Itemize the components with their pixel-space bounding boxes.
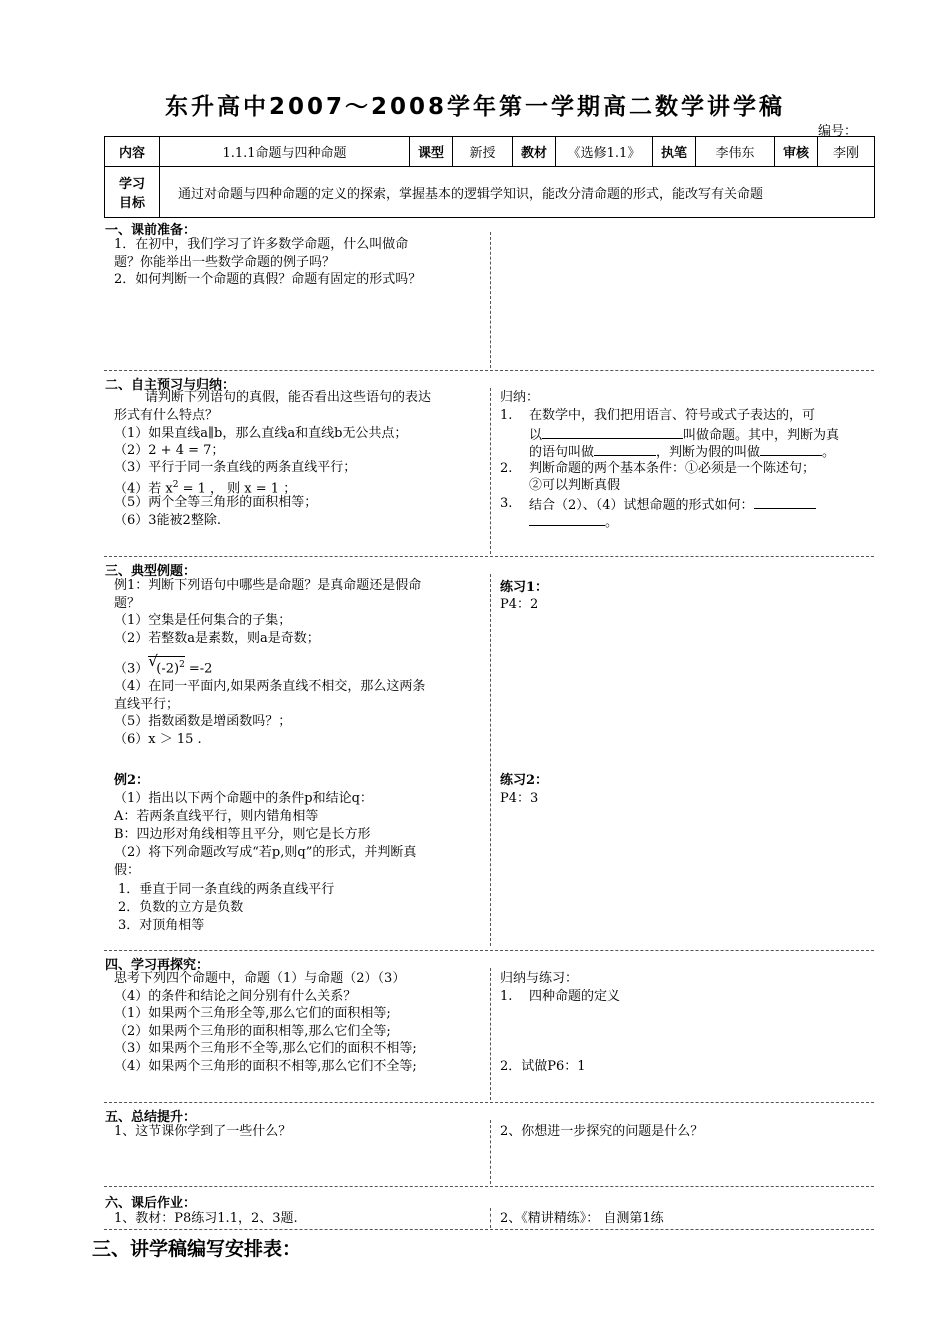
s4-line-3: （1）如果两个三角形全等,那么它们的面积相等; — [114, 1006, 391, 1021]
example-1-line-3: （1）空集是任何集合的子集； — [114, 613, 292, 628]
divider — [104, 556, 874, 557]
example-1-line-9: （6）x ＞ 15 . — [114, 732, 202, 747]
section-5-header: 五、总结提升： — [105, 1110, 197, 1125]
objective-label: 学习 目标 — [105, 167, 160, 218]
s4-summary-1: 四种命题的定义 — [529, 989, 621, 1004]
blank-line — [529, 512, 605, 526]
s2-summary-7: 。 — [529, 512, 618, 531]
example-1-line-6: （4）在同一平面内,如果两条直线不相交，那么这两条 — [114, 679, 426, 694]
divider — [490, 1208, 491, 1228]
example-2-line-2: （1）指出以下两个命题中的条件p和结论q： — [114, 791, 373, 806]
s2-line-2: 形式有什么特点？ — [114, 408, 219, 423]
example-2-line-3: A：若两条直线平行，则内错角相等 — [114, 809, 319, 824]
divider — [490, 1120, 491, 1184]
lesson-type-value: 新授 — [453, 137, 513, 167]
divider — [104, 1229, 874, 1230]
s4-line-4: （2）如果两个三角形的面积相等,那么它们全等; — [114, 1024, 391, 1039]
lesson-type-label: 课型 — [410, 137, 453, 167]
section-6-header: 六、课后作业： — [105, 1196, 197, 1211]
divider — [104, 1186, 874, 1187]
s2-line-4: （2）2 + 4 = 7； — [114, 443, 225, 458]
s4-summary-title: 归纳与练习： — [500, 971, 579, 986]
example-1-line-5: （3） √ $(-2)^2 =-2$ — [114, 652, 213, 677]
author-value: 李伟东 — [696, 137, 775, 167]
s2-line-1: 请判断下列语句的真假，能否看出这些语句的表达 — [145, 390, 432, 405]
s5-left: 1、这节课你学到了一些什么？ — [114, 1124, 292, 1139]
section-3-header: 三、典型例题： — [105, 564, 197, 579]
s2-line-8: （6）3能被2整除. — [114, 513, 221, 528]
s6-right: 2、《精讲精练》： 自测第1练 — [500, 1211, 664, 1226]
example-1-line-7: 直线平行； — [114, 697, 180, 712]
divider — [490, 232, 491, 368]
section-4-header: 四、学习再探究： — [105, 958, 210, 973]
example-2-line-6: 假： — [114, 863, 141, 878]
blank-line — [754, 495, 816, 509]
s2-summary-3: 的语句叫做 ，判断为假的叫做 。 — [529, 442, 835, 461]
content-value: 1.1.1命题与四种命题 — [160, 137, 410, 167]
divider — [104, 950, 874, 951]
practice-2-title: 练习2： — [500, 773, 549, 788]
s6-left: 1、教材：P8练习1.1，2、3题. — [114, 1211, 298, 1226]
s4-line-2: （4）的条件和结论之间分别有什么关系？ — [114, 989, 357, 1004]
s4-summary-2: 2．试做P6：1 — [500, 1059, 586, 1074]
section-1-header: 一、课前准备： — [105, 223, 197, 238]
s2-line-7: （5）两个全等三角形的面积相等； — [114, 495, 318, 510]
s2-summary-title: 归纳： — [500, 390, 540, 405]
s2-line-6: （4）若 $x^2 = 1$ ， 则 x = 1 ； — [114, 480, 297, 497]
example-2-title: 例2： — [114, 773, 150, 788]
example-1-line-8: （5）指数函数是增函数吗？； — [114, 714, 292, 729]
example-2-line-9: 3．对顶角相等 — [118, 918, 205, 933]
s1-line-3: 2．如何判断一个命题的真假？命题有固定的形式吗？ — [114, 272, 422, 287]
example-2-line-5: （2）将下列命题改写成“若p,则q”的形式，并判断真 — [114, 845, 417, 860]
blank-line — [542, 425, 683, 439]
example-2-line-4: B：四边形对角线相等且平分，则它是长方形 — [114, 827, 371, 842]
example-1-line-2: 题？ — [114, 596, 141, 611]
practice-2-text: P4：3 — [500, 791, 539, 806]
s1-line-2: 题？你能举出一些数学命题的例子吗？ — [114, 255, 336, 270]
s5-right: 2、你想进一步探究的问题是什么？ — [500, 1124, 704, 1139]
practice-1-title: 练习1： — [500, 580, 549, 595]
blank-line — [760, 442, 822, 456]
s2-line-3: （1）如果直线a∥b，那么直线a和直线b无公共点； — [114, 426, 408, 441]
divider — [490, 574, 491, 946]
s4-line-1: 思考下列四个命题中，命题（1）与命题（2）（3） — [114, 971, 406, 986]
s2-summary-2: 以 叫做命题。其中，判断为真 — [529, 425, 839, 444]
s2-summary-4: 判断命题的两个基本条件：①必须是一个陈述句； — [529, 461, 816, 476]
reviewer-value: 李刚 — [818, 137, 875, 167]
example-1-line-4: （2）若整数a是素数，则a是奇数； — [114, 631, 320, 646]
s2-summary-1: 在数学中，我们把用语言、符号或式子表达的，可 — [529, 408, 816, 423]
textbook-label: 教材 — [513, 137, 556, 167]
s4-line-5: （3）如果两个三角形不全等,那么它们的面积不相等; — [114, 1041, 417, 1056]
s2-summary-6: 结合（2）、（4）试想命题的形式如何： — [529, 495, 816, 514]
page-title: 东升高中2007～2008学年第一学期高二数学讲学稿 — [164, 94, 786, 120]
s1-line-1: 1．在初中，我们学习了许多数学命题，什么叫做命 — [114, 237, 409, 252]
content-label: 内容 — [105, 137, 160, 167]
blank-line — [594, 442, 656, 456]
section-2-header: 二、自主预习与归纳： — [105, 378, 236, 393]
divider — [490, 968, 491, 1100]
textbook-value: 《选修1.1》 — [556, 137, 653, 167]
example-2-line-8: 2．负数的立方是负数 — [118, 900, 244, 915]
s2-summary-5: ②可以判断真假 — [529, 478, 621, 493]
divider — [104, 370, 874, 371]
reviewer-label: 审核 — [775, 137, 818, 167]
example-1-line-1: 例1：判断下列语句中哪些是命题？是真命题还是假命 — [114, 578, 422, 593]
divider — [104, 1102, 874, 1103]
divider — [490, 388, 491, 554]
author-label: 执笔 — [653, 137, 696, 167]
objective-value: 通过对命题与四种命题的定义的探索，掌握基本的逻辑学知识，能改分清命题的形式，能改写有关命题 — [160, 167, 875, 218]
practice-1-text: P4：2 — [500, 597, 539, 612]
lesson-info-table — [104, 136, 875, 218]
s4-line-6: （4）如果两个三角形的面积不相等,那么它们不全等; — [114, 1059, 417, 1074]
example-2-line-7: 1．垂直于同一条直线的两条直线平行 — [118, 882, 335, 897]
serial-number-label: 编号： — [818, 124, 858, 139]
s2-line-5: （3）平行于同一条直线的两条直线平行； — [114, 460, 357, 475]
schedule-heading: 三、讲学稿编写安排表： — [92, 1238, 302, 1260]
sqrt-expression: √ $(-2)^2$ — [148, 652, 185, 677]
